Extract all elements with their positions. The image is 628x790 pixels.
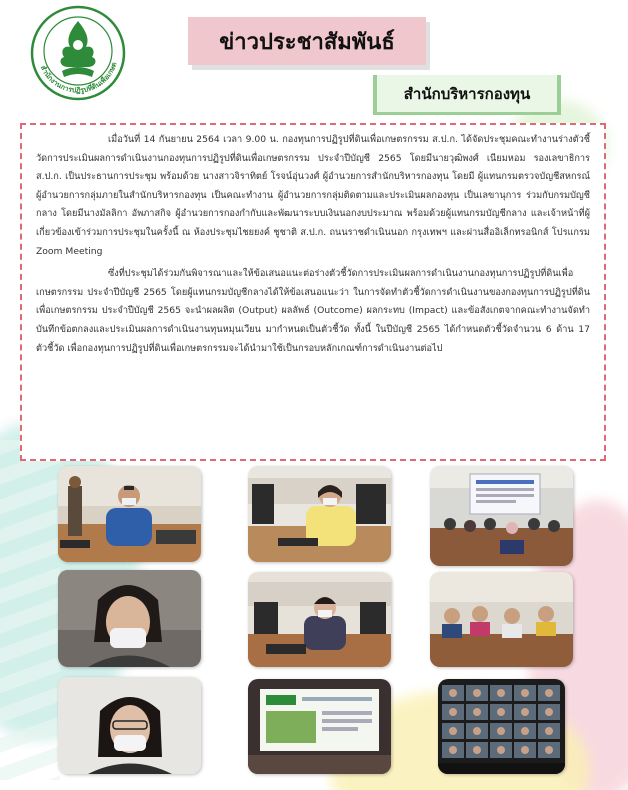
alro-logo: [26, 5, 130, 109]
meeting-photo: [58, 466, 201, 562]
background-decoration: [0, 440, 60, 780]
meeting-photo: [248, 572, 391, 667]
meeting-photo: [430, 466, 573, 566]
department-title: สำนักบริหารกองทุน: [403, 84, 531, 103]
department-banner: [373, 75, 561, 115]
news-article: [20, 123, 606, 461]
meeting-photo: [430, 572, 573, 667]
meeting-photo: [248, 679, 391, 774]
page-title: ข่าวประชาสัมพันธ์: [219, 29, 395, 55]
article-paragraph-2: ซึ่งที่ประชุมได้ร่วมกันพิจารณาและให้ข้อเสนอแนะต่อร่างตัวชี้วัดการประเมินผลการดำเนินงานกองทุนการปฏิรูปที่ดินเพื่อเกษตรกรรม ประจำปีบัญชี 2565 โดยผู้แทนกรมบัญชีกลางได้ให้ข้อเสนอแนะว่า ในการจัดทำตัวชี้วัดการดำเนินงานของกองทุนการปฏิรูปที่ดินเพื่อเกษตรกรรม ประจำปีบัญชี 2565 จะนำผลผลิต (Output) ผลลัพธ์ (Outcome) ผลกระทบ (Impact) และข้อสังเกตจากคณะทำงานจัดทำบันทึกข้อตกลงและประเมินผลการดำเนินงานทุนหมุนเวียน มากำหนดเป็นตัวชี้วัด ทั้งนี้ ในปีบัญชี 2565 ได้กำหนดตัวชี้วัดจำนวน 6 ด้าน 17 ตัวชี้วัด เพื่อกองทุนการปฏิรูปที่ดินเพื่อเกษตรกรรมจะได้นำมาใช้เป็นกรอบหลักเกณฑ์การดำเนินงานต่อไป: [36, 268, 590, 354]
page-title-banner: [188, 17, 426, 65]
logo-arc-text: สำนักงานการปฏิรูปที่ดินเพื่อเกษต: [38, 61, 119, 95]
zoom-gallery-photo: [438, 679, 565, 774]
meeting-photo: [58, 677, 201, 774]
meeting-photo: [248, 466, 391, 562]
article-paragraph-1: เมื่อวันที่ 14 กันยายน 2564 เวลา 9.00 น. กองทุนการปฏิรูปที่ดินเพื่อเกษตรกรรม ส.ป.ก. ได้จัดประชุมคณะทำงานร่างตัวชี้วัดการประเมินผลการดำเนินงานกองทุนการปฏิรูปที่ดินเพื่อเกษตรกรรม ประจำปีบัญชี 2565 โดยมีนายวุฒิพงศ์ เนียมหอม รองเลขาธิการ ส.ป.ก. เป็นประธานการประชุม พร้อมด้วย นางสาวจิราทิตย์ โรจน์อุ่นวงศ์ ผู้อำนวยการสำนักบริหารกองทุน โดยมี ผู้แทนกรมตรวจบัญชีสหกรณ์ ผู้อำนวยการกลุ่มภายในสำนักบริหารกองทุน เป็นคณะทำงาน ผู้อำนวยการกลุ่มติดตามและประเมินผลกองทุน เป็นเลขานุการ ร่วมกับกรมบัญชีกลาง โดยมีนางมัลลิกา อัพภาสกิจ ผู้อำนวยการกองกำกับและพัฒนาระบบเงินนอกงบประมาณ พร้อมด้วยผู้แทนกรมบัญชีกลาง และเจ้าหน้าที่ผู้เกี่ยวข้องเข้าร่วมการประชุมในครั้งนี้ ณ ห้องประชุมไชยยงค์ ชูชาติ ส.ป.ก. ถนนราชดำเนินนอก กรุงเทพฯ และผ่านสื่ออิเล็กทรอนิกส์ โปรแกรม Zoom Meeting: [36, 134, 590, 257]
meeting-photo: [58, 570, 201, 667]
